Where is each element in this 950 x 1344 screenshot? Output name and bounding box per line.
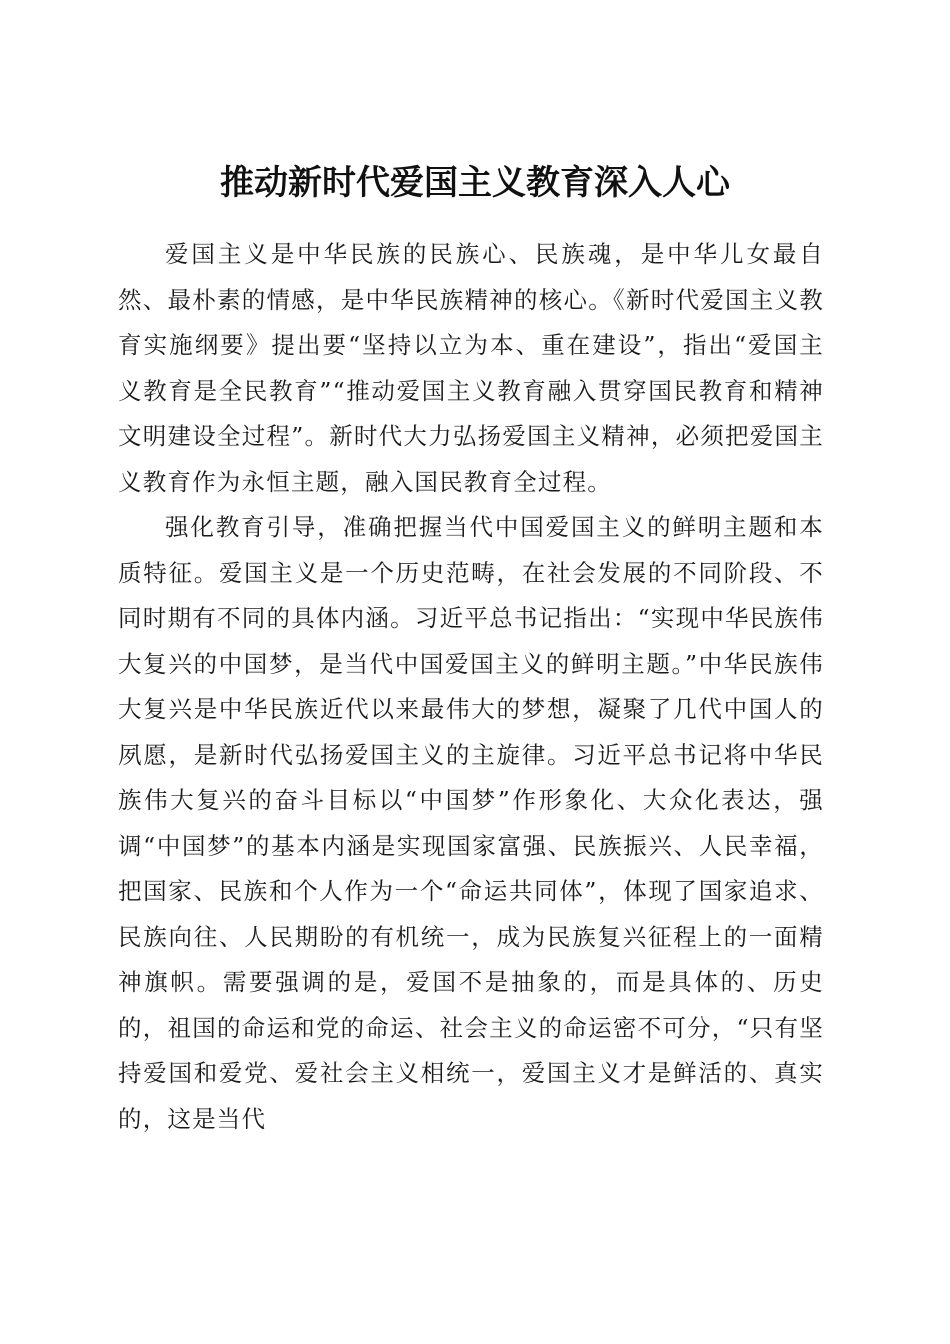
paragraph: 强化教育引导，准确把握当代中国爱国主义的鲜明主题和本质特征。爱国主义是一个历史范畴，在社会发展的不同阶段、不同时期有不同的具体内涵。习近平总书记指出：“实现中华民族伟大复兴的中国梦，是当代中国爱国主义的鲜明主题。”中华民族伟大复兴是中华民族近代以来最伟大的梦想，凝聚了几代中国人的夙愿，是新时代弘扬爱国主义的主旋律。习近平总书记将中华民族伟大复兴的奋斗目标以“中国梦”作形象化、大众化表达，强调“中国梦”的基本内涵是实现国家富强、民族振兴、人民幸福，把国家、民族和个人作为一个“命运共同体”，体现了国家追求、民族向往、人民期盼的有机统一，成为民族复兴征程上的一面精神旗帜。需要强调的是，爱国不是抽象的，而是具体的、历史的，祖国的命运和党的命运、社会主义的命运密不可分，“只有坚持爱国和爱党、爱社会主义相统一，爱国主义才是鲜活的、真实的，这是当代 — [118, 513, 824, 1133]
paragraph: 爱国主义是中华民族的民族心、民族魂，是中华儿女最自然、最朴素的情感，是中华民族精神的核心。《新时代爱国主义教育实施纲要》提出要“坚持以立为本、重在建设”，指出“爱国主义教育是全民教育”“推动爱国主义教育融入贯穿国民教育和精神文明建设全过程”。新时代大力弘扬爱国主义精神，必须把爱国主义教育作为永恒主题，融入国民教育全过程。 — [118, 240, 824, 496]
document-title: 推动新时代爱国主义教育深入人心 — [220, 162, 730, 203]
document-body — [118, 232, 824, 1142]
